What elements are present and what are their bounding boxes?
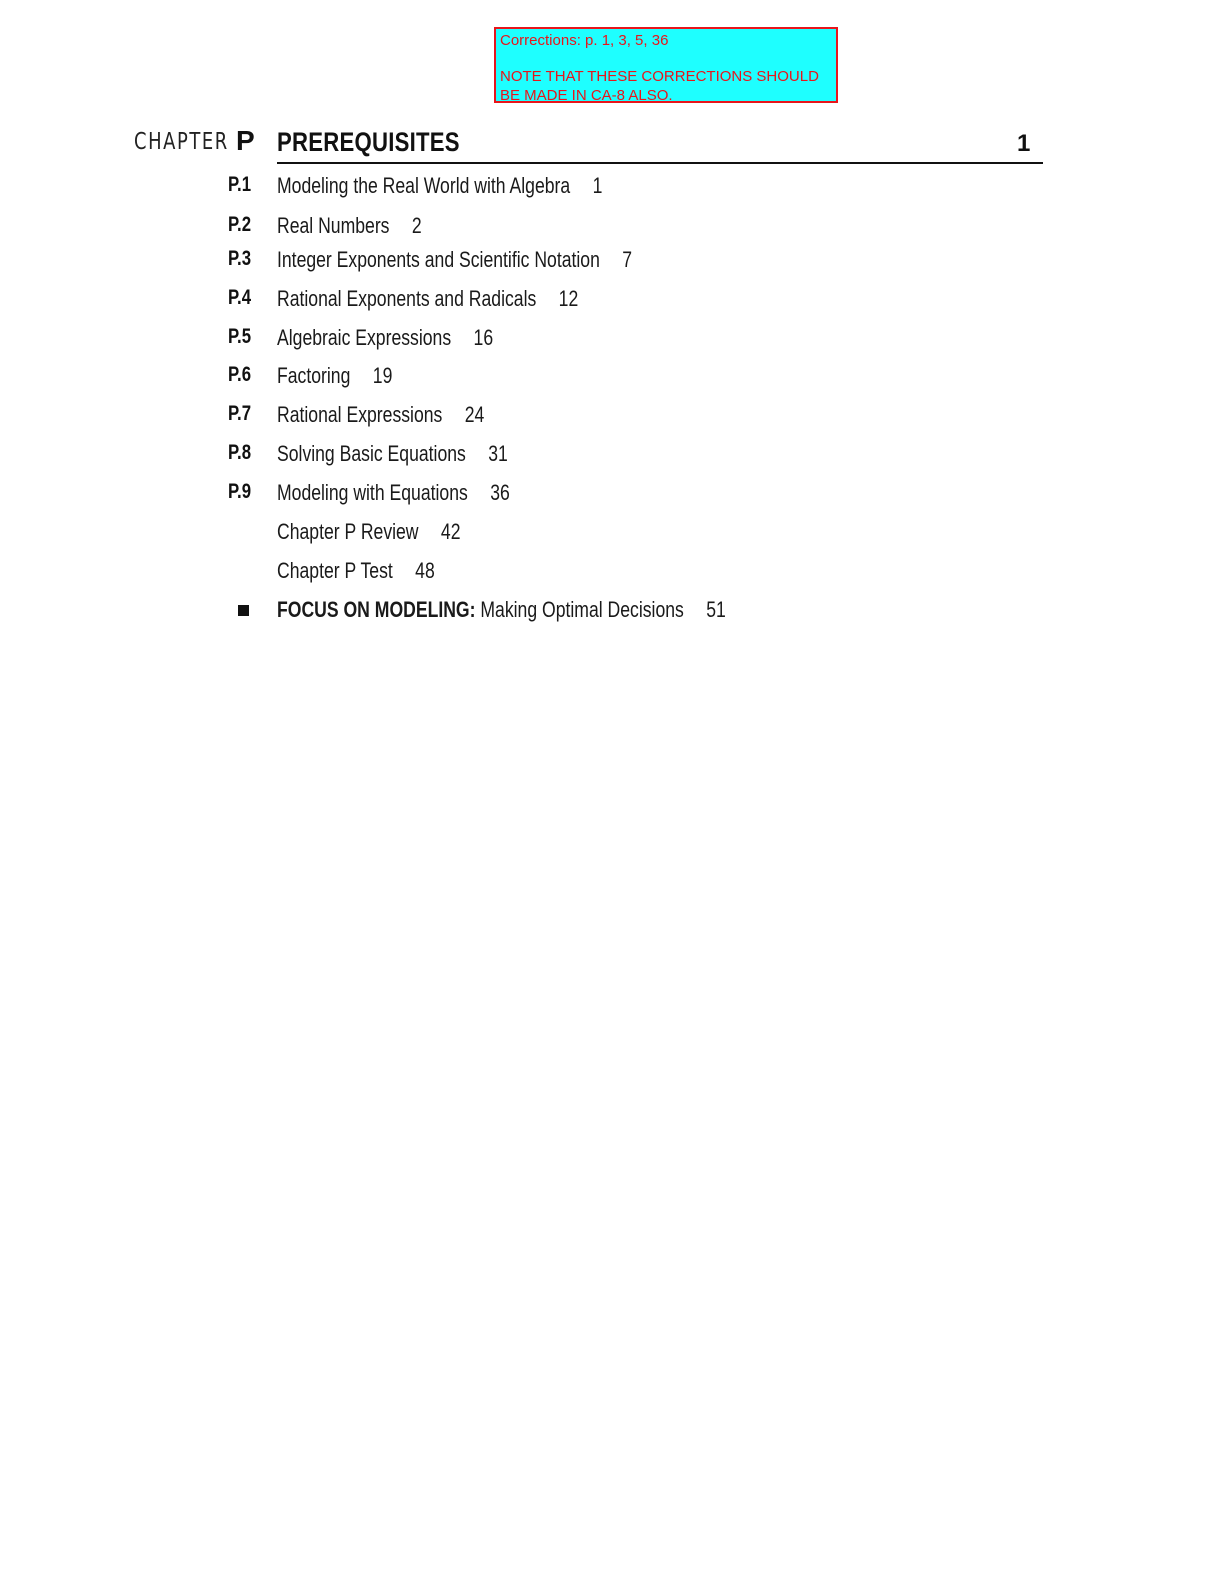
note-corrections-line: Corrections: p. 1, 3, 5, 36 bbox=[500, 32, 669, 49]
chapter-letter: P bbox=[236, 125, 255, 156]
section-page: 2 bbox=[411, 213, 422, 238]
chapter-title: PREREQUISITES bbox=[277, 127, 460, 157]
section-title: Modeling the Real World with Algebra bbox=[277, 173, 571, 198]
section-page: 31 bbox=[488, 441, 508, 466]
section-number: P.3 bbox=[228, 247, 252, 270]
section-page: 12 bbox=[558, 286, 579, 311]
section-page: 7 bbox=[622, 247, 633, 272]
section-title: Integer Exponents and Scientific Notation bbox=[277, 247, 600, 272]
section-page: 1 bbox=[592, 173, 603, 198]
extra-title: Chapter P Review bbox=[277, 519, 419, 544]
note-instruction-line-2: BE MADE IN CA-8 ALSO. bbox=[500, 87, 673, 104]
section-number: P.2 bbox=[228, 213, 252, 236]
section-number: P.4 bbox=[228, 286, 252, 309]
section-title: Algebraic Expressions bbox=[277, 325, 452, 350]
chapter-word: CHAPTER bbox=[134, 129, 229, 155]
section-title: Solving Basic Equations bbox=[277, 441, 466, 466]
chapter-divider bbox=[277, 162, 1043, 164]
section-title: Real Numbers bbox=[277, 213, 390, 238]
section-page: 24 bbox=[464, 402, 485, 427]
section-page: 16 bbox=[473, 325, 494, 350]
extra-title: Chapter P Test bbox=[277, 558, 393, 583]
focus-title: Making Optimal Decisions bbox=[480, 597, 684, 622]
extra-page: 42 bbox=[440, 519, 461, 544]
chapter-page-number: 1 bbox=[1017, 130, 1031, 157]
section-title: Factoring bbox=[277, 363, 351, 388]
corrections-note bbox=[494, 27, 838, 103]
focus-page: 51 bbox=[706, 597, 726, 622]
section-number: P.9 bbox=[228, 480, 252, 503]
section-page: 19 bbox=[372, 363, 393, 388]
square-bullet-icon bbox=[238, 605, 249, 616]
section-title: Rational Expressions bbox=[277, 402, 443, 427]
section-number: P.1 bbox=[228, 173, 252, 196]
section-number: P.6 bbox=[228, 363, 252, 386]
section-number: P.7 bbox=[228, 402, 252, 425]
extra-page: 48 bbox=[415, 558, 435, 583]
section-page: 36 bbox=[490, 480, 510, 505]
focus-label: FOCUS ON MODELING: bbox=[277, 597, 476, 622]
section-title: Rational Exponents and Radicals bbox=[277, 286, 537, 311]
section-number: P.5 bbox=[228, 325, 252, 348]
section-number: P.8 bbox=[228, 441, 252, 464]
note-instruction-line-1: NOTE THAT THESE CORRECTIONS SHOULD bbox=[500, 68, 819, 85]
section-title: Modeling with Equations bbox=[277, 480, 468, 505]
